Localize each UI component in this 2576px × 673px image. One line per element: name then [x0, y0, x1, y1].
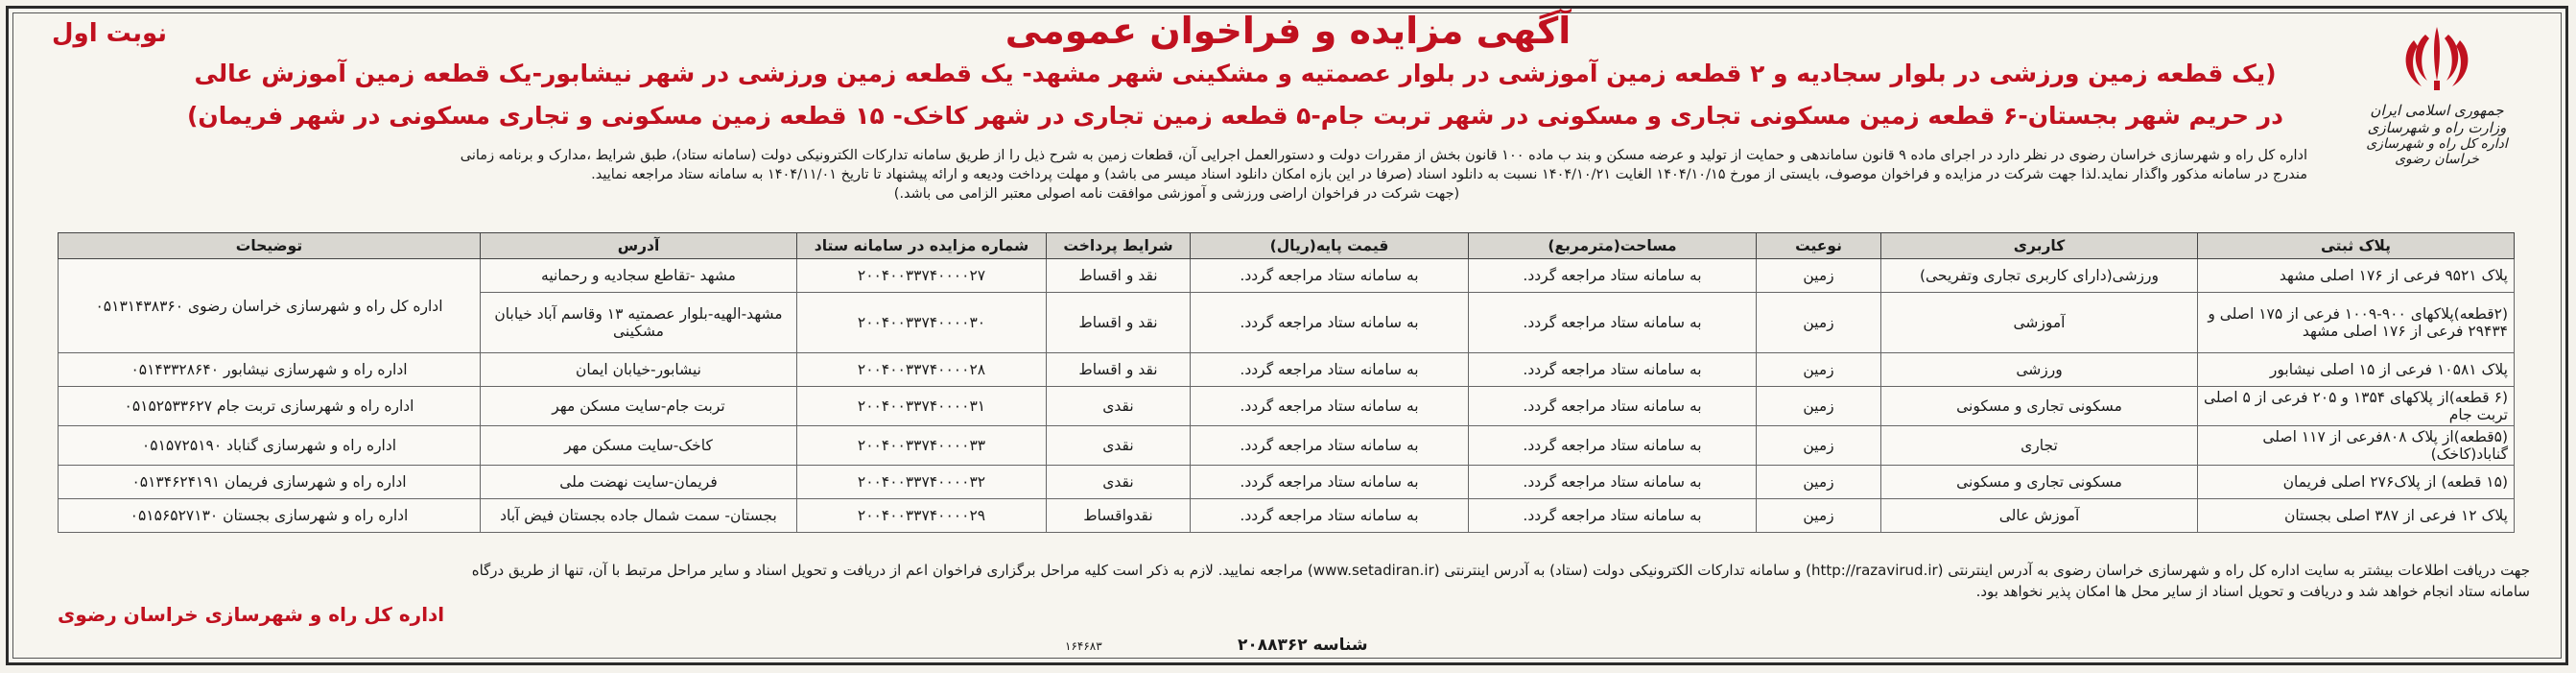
page-title: آگهی مزایده و فراخوان عمومی: [1004, 10, 1572, 52]
cell-noeiat: زمین: [1757, 499, 1881, 533]
footer-text: [46, 560, 2530, 602]
cell-masahat: به سامانه ستاد مراجعه گردد.: [1469, 387, 1757, 426]
cell-sharayet: نقدی: [1047, 466, 1191, 499]
cell-address: بجستان- سمت شمال جاده بجستان فیض آباد: [481, 499, 797, 533]
cell-shomareh: ۲۰۰۴۰۰۳۳۷۴۰۰۰۰۳۲: [797, 466, 1047, 499]
cell-karbari: ورزشی: [1881, 353, 2198, 387]
emblem-line-3: اداره کل راه و شهرسازی خراسان رضوی: [2366, 136, 2508, 167]
table-row: [59, 387, 2515, 426]
cell-shomareh: ۲۰۰۴۰۰۳۳۷۴۰۰۰۰۳۳: [797, 426, 1047, 466]
table-header-row: [59, 233, 2515, 259]
iran-emblem-icon: [2399, 21, 2475, 100]
table-row: [59, 353, 2515, 387]
col-header-tozihat: توضیحات: [59, 233, 481, 259]
col-header-masahat: مساحت(مترمربع): [1469, 233, 1757, 259]
signature: اداره کل راه و شهرسازی خراسان رضوی: [58, 603, 445, 626]
cell-address: مشهد -تقاطع سجادیه و رحمانیه: [481, 259, 797, 293]
cell-karbari: مسکونی تجاری و مسکونی: [1881, 387, 2198, 426]
table-row: [59, 426, 2515, 466]
cell-noeiat: زمین: [1757, 293, 1881, 353]
cell-masahat: به سامانه ستاد مراجعه گردد.: [1469, 466, 1757, 499]
cell-masahat: به سامانه ستاد مراجعه گردد.: [1469, 426, 1757, 466]
subtitle-line-1: (یک قطعه زمین ورزشی در بلوار سجادیه و ۲ قطعه زمین آموزشی در بلوار عصمتیه و مشکینی شهر مشهد- یک قطعه زمین ورزشی در شهر نیشابور-یک قطعه زمین آموزش عالی: [194, 60, 2277, 87]
footer-line-1: جهت دریافت اطلاعات بیشتر به سایت اداره کل راه و شهرسازی خراسان رضوی به آدرس اینترنتی (http://razavirud.ir) و سامانه تدارکات الکترونیکی دولت (ستاد) به آدرس اینترنتی (www.setadiran.ir) مراجعه نمایید. لازم به ذکر است کلیه مراحل برگزاری فراخوان اعم از دریافت و تحویل اسناد و سایر مراحل مرتبط با آن، تنها از طریق درگاه: [471, 562, 2530, 579]
auction-table: [58, 232, 2515, 533]
cell-noeiat: زمین: [1757, 466, 1881, 499]
cell-shomareh: ۲۰۰۴۰۰۳۳۷۴۰۰۰۰۲۷: [797, 259, 1047, 293]
table-row: [59, 259, 2515, 293]
cell-gheymat: به سامانه ستاد مراجعه گردد.: [1191, 259, 1469, 293]
cell-noeiat: زمین: [1757, 426, 1881, 466]
cell-sharayet: نقدی: [1047, 387, 1191, 426]
cell-sharayet: نقدی: [1047, 426, 1191, 466]
cell-plak: (۲قطعه)پلاکهای ۹۰۰-۱۰۰۹ فرعی از ۱۷۵ اصلی و ۲۹۴۳۴ فرعی از ۱۷۶ اصلی مشهد: [2198, 293, 2515, 353]
cell-gheymat: به سامانه ستاد مراجعه گردد.: [1191, 353, 1469, 387]
cell-sharayet: نقد و اقساط: [1047, 259, 1191, 293]
cell-plak: پلاک ۹۵۲۱ فرعی از ۱۷۶ اصلی مشهد: [2198, 259, 2515, 293]
cell-plak: پلاک ۱۲ فرعی از ۳۸۷ اصلی بجستان: [2198, 499, 2515, 533]
col-header-plak: پلاک ثبتی: [2198, 233, 2515, 259]
cell-gheymat: به سامانه ستاد مراجعه گردد.: [1191, 293, 1469, 353]
cell-shomareh: ۲۰۰۴۰۰۳۳۷۴۰۰۰۰۲۸: [797, 353, 1047, 387]
print-code: ۱۶۴۶۸۳: [1065, 639, 1102, 653]
col-header-address: آدرس: [481, 233, 797, 259]
cell-sharayet: نقدواقساط: [1047, 499, 1191, 533]
cell-tozihat: اداره راه و شهرسازی نیشابور ۰۵۱۴۳۳۲۸۶۴۰: [59, 353, 481, 387]
cell-noeiat: زمین: [1757, 259, 1881, 293]
table-row: [59, 466, 2515, 499]
cell-masahat: به سامانه ستاد مراجعه گردد.: [1469, 293, 1757, 353]
col-header-karbari: کاربری: [1881, 233, 2198, 259]
col-header-sharayet: شرایط پرداخت: [1047, 233, 1191, 259]
cell-shomareh: ۲۰۰۴۰۰۳۳۷۴۰۰۰۰۳۱: [797, 387, 1047, 426]
cell-address: مشهد-الهیه-بلوار عصمتیه ۱۳ وقاسم آباد خیابان مشکینی: [481, 293, 797, 353]
subtitle-line-2: در حریم شهر بجستان-۶ قطعه زمین مسکونی تجاری و مسکونی در شهر تربت جام-۵ قطعه زمین تجاری در شهر کاخک- ۱۵ قطعه زمین مسکونی و تجاری مسکونی در شهر فریمان): [187, 102, 2283, 130]
cell-gheymat: به سامانه ستاد مراجعه گردد.: [1191, 426, 1469, 466]
cell-noeiat: زمین: [1757, 353, 1881, 387]
cell-masahat: به سامانه ستاد مراجعه گردد.: [1469, 499, 1757, 533]
cell-address: فریمان-سایت نهضت ملی: [481, 466, 797, 499]
cell-gheymat: به سامانه ستاد مراجعه گردد.: [1191, 499, 1469, 533]
cell-shomareh: ۲۰۰۴۰۰۳۳۷۴۰۰۰۰۲۹: [797, 499, 1047, 533]
emblem-line-1: جمهوری اسلامی ایران: [2370, 102, 2504, 119]
cell-sharayet: نقد و اقساط: [1047, 353, 1191, 387]
intro-line-2: مندرج در سامانه مذکور واگذار نماید.لذا جهت شرکت در مزایده و فراخوان موصوف، بایستی از مورخ ۱۴۰۴/۱۰/۱۵ الغایت ۱۴۰۴/۱۰/۲۱ نسبت به دانلود اسناد (صرفا در این بازه امکان دانلود اسناد میسر می باشد) و مهلت پرداخت ودیعه و ارائه پیشنهاد تا تاریخ ۱۴۰۴/۱۱/۰۱ به سامانه ستاد مراجعه نمایید.: [591, 167, 2307, 182]
ministry-emblem: [2346, 21, 2528, 194]
round-label: نوبت اول: [52, 19, 168, 48]
footer-line-2: سامانه ستاد انجام خواهد شد و دریافت و تحویل اسناد از سایر محل ها امکان پذیر نخواهد بود.: [1975, 583, 2530, 600]
cell-karbari: ورزشی(دارای کاربری تجاری وتفریحی): [1881, 259, 2198, 293]
intro-text: [46, 146, 2307, 204]
cell-tozihat: اداره راه و شهرسازی بجستان ۰۵۱۵۶۵۲۷۱۳۰: [59, 499, 481, 533]
cell-plak: (۵قطعه)از پلاک ۸۰۸فرعی از ۱۱۷ اصلی گناباد(کاخک): [2198, 426, 2515, 466]
cell-plak: (۱۵ قطعه) از پلاک۲۷۶ اصلی فریمان: [2198, 466, 2515, 499]
cell-tozihat: اداره راه و شهرسازی فریمان ۰۵۱۳۴۶۲۴۱۹۱: [59, 466, 481, 499]
cell-gheymat: به سامانه ستاد مراجعه گردد.: [1191, 387, 1469, 426]
cell-address: تربت جام-سایت مسکن مهر: [481, 387, 797, 426]
cell-plak: (۶ قطعه)از پلاکهای ۱۳۵۴ و ۲۰۵ فرعی از ۵ اصلی تربت جام: [2198, 387, 2515, 426]
cell-tozihat: اداره راه و شهرسازی گناباد ۰۵۱۵۷۲۵۱۹۰: [59, 426, 481, 466]
table-row: [59, 499, 2515, 533]
cell-shomareh: ۲۰۰۴۰۰۳۳۷۴۰۰۰۰۳۰: [797, 293, 1047, 353]
intro-note: (جهت شرکت در فراخوان اراضی ورزشی و آموزشی موافقت نامه اصولی معتبر الزامی می باشد.): [893, 186, 1460, 202]
cell-address: کاخک-سایت مسکن مهر: [481, 426, 797, 466]
cell-karbari: آموزش عالی: [1881, 499, 2198, 533]
col-header-shomareh: شماره مزایده در سامانه ستاد: [797, 233, 1047, 259]
cell-noeiat: زمین: [1757, 387, 1881, 426]
cell-karbari: آموزشی: [1881, 293, 2198, 353]
cell-sharayet: نقد و اقساط: [1047, 293, 1191, 353]
cell-address: نیشابور-خیابان ایمان: [481, 353, 797, 387]
cell-masahat: به سامانه ستاد مراجعه گردد.: [1469, 259, 1757, 293]
intro-line-1: اداره کل راه و شهرسازی خراسان رضوی در نظر دارد در اجرای ماده ۹ قانون ساماندهی و حمایت از تولید و عرضه مسکن و بند ب ماده ۱۰۰ قانون بخش از مقررات دولت و دستورالعمل اجرایی آن، قطعات زمین به شرح ذیل را از طریق سامانه تدارکات الکترونیکی دولت (سامانه ستاد)، طبق شرایط ،مدارک و برنامه زمانی: [460, 148, 2307, 163]
col-header-gheymat: قیمت پایه(ریال): [1191, 233, 1469, 259]
cell-tozihat: اداره کل راه و شهرسازی خراسان رضوی ۰۵۱۳۱۴۳۸۳۶۰: [59, 259, 481, 353]
ad-id: شناسه ۲۰۸۸۳۶۲: [1238, 636, 1368, 655]
cell-tozihat: اداره راه و شهرسازی تربت جام ۰۵۱۵۲۵۳۳۶۲۷: [59, 387, 481, 426]
emblem-line-2: وزارت راه و شهرسازی: [2367, 119, 2507, 136]
cell-plak: پلاک ۱۰۵۸۱ فرعی از ۱۵ اصلی نیشابور: [2198, 353, 2515, 387]
cell-masahat: به سامانه ستاد مراجعه گردد.: [1469, 353, 1757, 387]
cell-karbari: مسکونی تجاری و مسکونی: [1881, 466, 2198, 499]
cell-karbari: تجاری: [1881, 426, 2198, 466]
cell-gheymat: به سامانه ستاد مراجعه گردد.: [1191, 466, 1469, 499]
col-header-noeiat: نوعیت: [1757, 233, 1881, 259]
